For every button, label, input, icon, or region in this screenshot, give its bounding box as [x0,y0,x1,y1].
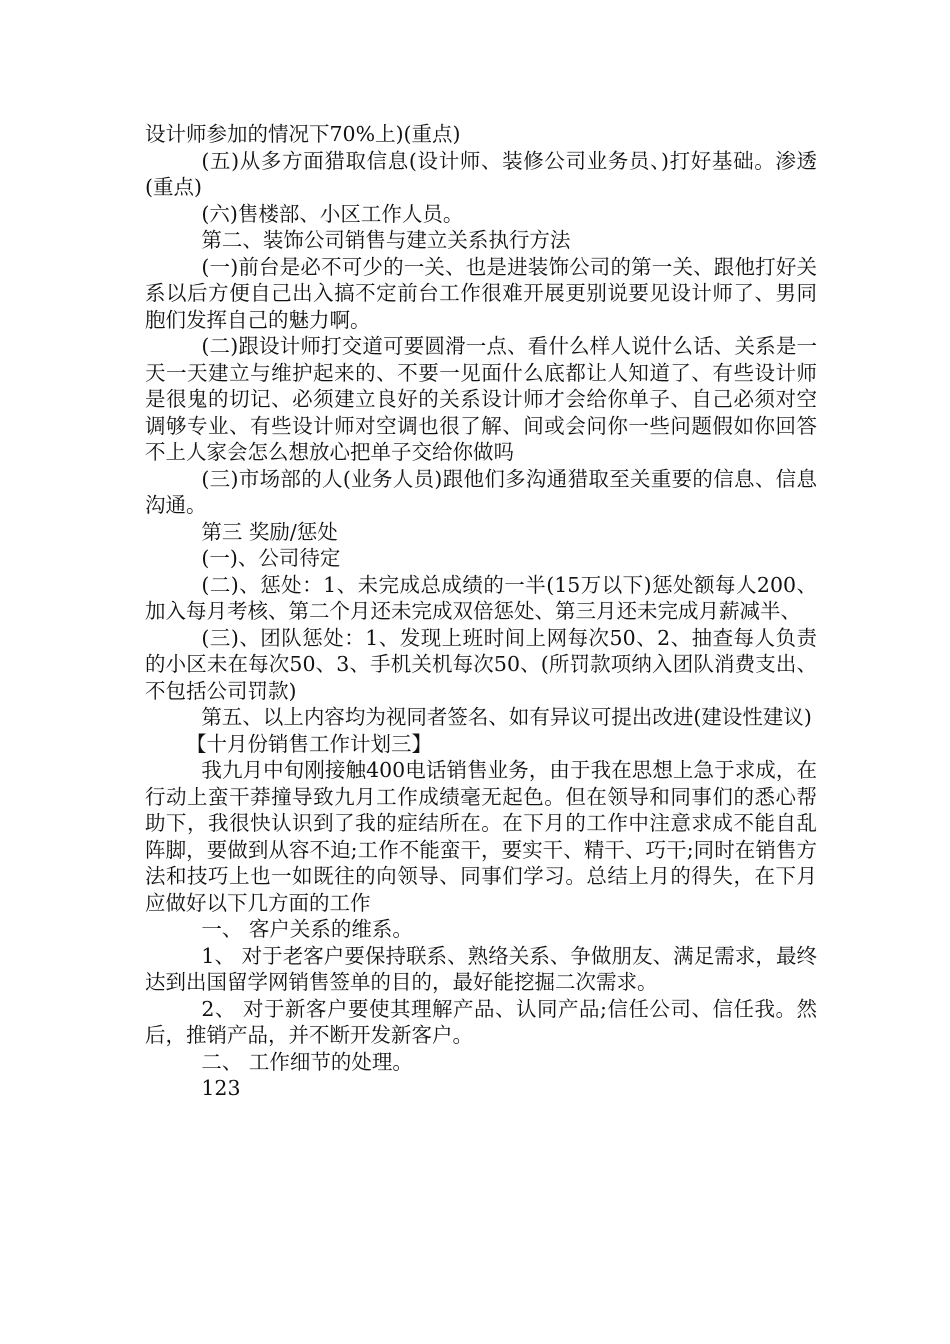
paragraph-item-three: (三)市场部的人(业务人员)跟他们多沟通猎取至关重要的信息、信息沟通。 [145,466,817,517]
plan-title: 【十月份销售工作计划三】 [186,731,432,756]
page-number-text: 123 [201,1076,241,1100]
paragraph-reward-three: (三)、团队惩处：1、发现上班时间上网每次50、2、抽查每人负责的小区未在每次50、3、手机关机每次50、(所罚款项纳入团队消费支出、不包括公司罚款) [145,625,817,703]
paragraph-continuation: 设计师参加的情况下70%上)(重点) [145,122,461,146]
paragraph-item-two: (二)跟设计师打交道可要圆滑一点、看什么样人说什么话、关系是一天一天建立与维护起来的、不要一见面什么底都让人知道了、有些设计师是很鬼的切记、必须建立良好的关系设计师才会给你单子、自己必须对空调够专业、有些设计师对空调也很了解、间或会问你一些问题假如你回答不上人家会怎么想放心把单子交给你做吗 [145,334,817,464]
document-body [145,121,817,1102]
plan-item-two: 2、 对于新客户要使其理解产品、认同产品;信任公司、信任我。然后，推销产品，并不断开发新客户。 [145,996,817,1047]
paragraph-reward-two: (二)、惩处：1、未完成总成绩的一半(15万以下)惩处额每人200、加入每月考核、第二个月还未完成双倍惩处、第三月还未完成月薪减半、 [145,572,817,623]
plan-intro-paragraph: 我九月中旬刚接触400电话销售业务，由于我在思想上急于求成，在行动上蛮干莽撞导致九月工作成绩毫无起色。但在领导和同事们的悉心帮助下，我很快认识到了我的症结所在。在下月的工作中注意求成不能自乱阵脚，要做到从容不迫;工作不能蛮干，要实干、精干、巧干;同时在销售方法和技巧上也一如既往的向领导、同事们学习。总结上月的得失，在下月应做好以下几方面的工作 [145,758,817,915]
plan-item-one: 1、 对于老客户要保持联系、熟络关系、争做朋友、满足需求，最终达到出国留学网销售签单的目的，最好能挖掘二次需求。 [145,943,817,994]
section-heading-third: 第三 奖励/惩处 [201,519,338,544]
plan-heading-one: 一、 客户关系的维系。 [201,917,413,941]
section-heading-second: 第二、装饰公司销售与建立关系执行方法 [201,228,571,252]
paragraph-reward-one: (一)、公司待定 [201,546,341,570]
plan-heading-two: 二、 工作细节的处理。 [201,1049,413,1074]
section-heading-fifth: 第五、以上内容均为视同者签名、如有异议可提出改进(建设性建议) [201,705,812,729]
paragraph-item-six: (六)售楼部、小区工作人员。 [201,201,464,226]
paragraph-item-one: (一)前台是必不可少的一关、也是进装饰公司的第一关、跟他打好关系以后方便自己出入搞不定前台工作很难开展更别说要见设计师了、男同胞们发挥自己的魅力啊。 [145,254,817,332]
paragraph-item-five: (五)从多方面猎取信息(设计师、装修公司业务员、)打好基础。渗透 (重点) [145,148,817,199]
